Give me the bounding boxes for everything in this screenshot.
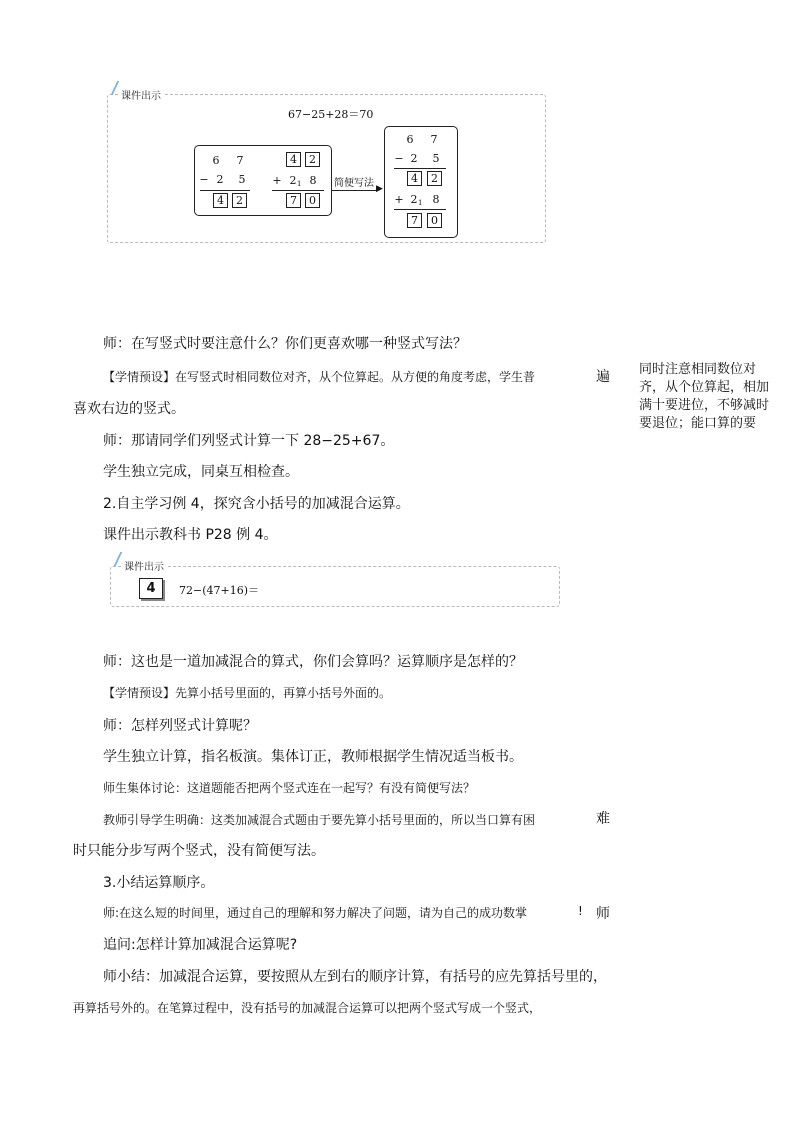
add-bottom-tens: 2 [289,174,297,187]
paragraph-14a: 师:在这么短的时间里，通过自己的理解和努力解决了问题，请为自己的成功数掌 [103,906,528,920]
r-mid-tens: 4 [407,171,422,186]
paragraph-2c: 喜欢右边的竖式。 [73,401,185,417]
add-op: + [272,174,282,187]
r-add-bottom-ones: 8 [432,193,440,206]
sub-op: − [199,173,209,186]
paragraph-11: 师生集体讨论：这道题能否把两个竖式连在一起写？有没有简便写法？ [103,781,476,795]
sub-result-ones: 2 [232,193,247,208]
paragraph-14c: 师 [596,906,610,922]
add-line [272,190,324,191]
courseware-tag: 课件出示 [118,87,164,102]
r-result-ones: 0 [427,213,442,228]
arrow-shaft [332,190,378,191]
paragraph-7: 师：这也是一道加减混合的算式，你们会算吗？运算顺序是怎样的？ [103,654,523,670]
paragraph-13: 3.小结运算顺序。 [103,875,215,891]
paragraph-4: 学生独立完成，同桌互相检查。 [103,464,299,480]
sub-bottom-tens: 2 [216,173,224,186]
r-add-carry: 1 [418,199,423,207]
courseware-tag-2: 课件出示 [121,558,167,573]
r-top-tens: 6 [406,133,414,146]
add-top-ones: 2 [305,152,320,167]
paragraph-10: 学生独立计算，指名板演。集体订正，教师根据学生情况适当板书。 [103,749,523,765]
paragraph-5: 2.自主学习例 4，探究含小括号的加减混合运算。 [103,496,410,512]
arrow-label: 简便写法 [334,178,374,189]
sub-bottom-ones: 5 [238,173,246,186]
paragraph-12a: 教师引导学生明确：这类加减混合式题由于要先算小括号里面的，所以当口算有困 [103,813,536,827]
r-top-ones: 7 [430,133,438,146]
r-sub-bottom-ones: 5 [432,152,440,165]
paragraph-8: 【学情预设】先算小括号里面的，再算小括号外面的。 [103,686,392,700]
paragraph-16: 师小结：加减混合运算，要按照从左到右的顺序计算，有括号的应先算括号里的， [103,969,607,985]
paragraph-3: 师：那请同学们列竖式计算一下 28−25+67。 [103,433,395,449]
r-add-line [394,209,446,210]
paragraph-12b: 难 [596,811,610,827]
r-sub-bottom-tens: 2 [410,152,418,165]
paragraph-17: 再算括号外的。在笔算过程中，没有括号的加减混合运算可以把两个竖式写成一个竖式， [73,1001,542,1015]
sub-result-tens: 4 [213,193,228,208]
add-result-ones: 0 [305,193,320,208]
paragraph-9: 师：怎样列竖式计算呢？ [103,718,257,734]
equation: 67−25+28＝70 [288,108,374,121]
sub-top-ones: 7 [236,154,244,167]
r-sub-line [394,168,446,169]
paragraph-1: 师：在写竖式时要注意什么？你们更喜欢哪一种竖式写法？ [103,336,467,352]
r-add-op: + [394,193,404,206]
add-top-tens: 4 [286,152,301,167]
r-result-tens: 7 [407,213,422,228]
sub-top-tens: 6 [212,154,220,167]
paragraph-15: 追问:怎样计算加减混合运算呢? [103,937,298,953]
paragraph-6: 课件出示教科书 P28 例 4。 [103,527,278,543]
side-note: 同时注意相同数位对齐，从个位算起，相加满十要进位，不够减时要退位；能口算的要 [639,362,770,431]
paragraph-2a: 【学情预设】在写竖式时相同数位对齐，从个位算起。从方便的角度考虑，学生普 [103,370,536,384]
add-result-tens: 7 [286,193,301,208]
add-bottom-ones: 8 [309,174,317,187]
courseware-box-2 [110,566,560,607]
sub-line [200,190,250,191]
r-add-bottom-tens: 2 [410,193,418,206]
r-mid-ones: 2 [427,171,442,186]
paragraph-12c: 时只能分步写两个竖式，没有简便写法。 [73,843,325,859]
r-sub-op: − [394,152,404,165]
arrow-head-icon: ▶ [376,184,383,194]
add-carry: 1 [297,180,302,188]
paragraph-14b: ! [578,904,583,918]
example-number: 4 [139,578,163,599]
paragraph-2b: 遍 [596,369,610,385]
example-expression: 72−(47+16)＝ [179,584,260,597]
